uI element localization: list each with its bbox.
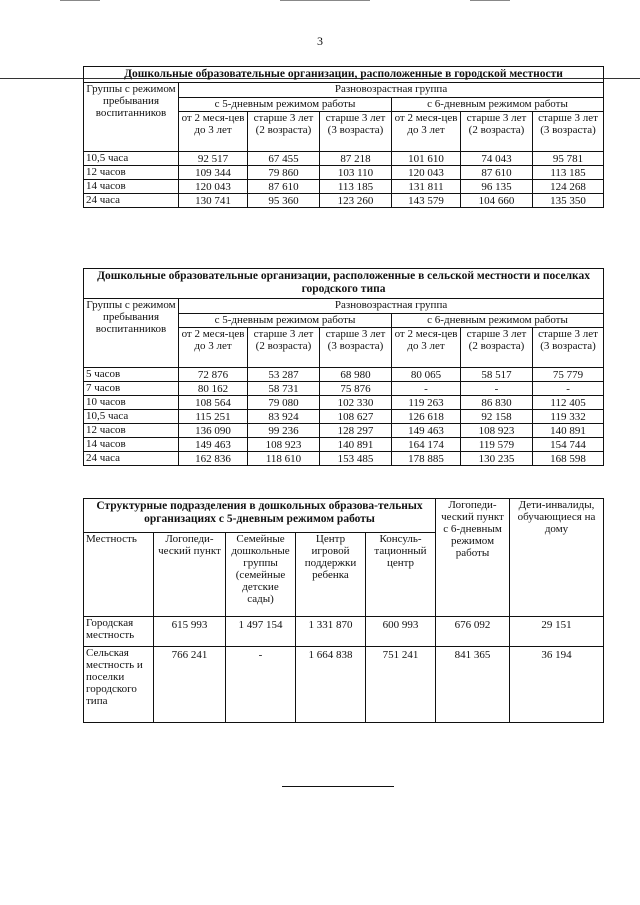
cell-value: 841 365 [436,647,510,723]
cell-value: 108 923 [248,438,320,452]
row-label: 12 часов [84,424,179,438]
column-header: Центр игровой поддержки ребенка [296,533,366,617]
column-header: Логопеди-ческий пункт [154,533,226,617]
mode-5-day-header: с 5-дневным режимом работы [179,314,392,328]
table-title: Дошкольные образовательные организации, расположенные в городской местности [84,67,604,83]
row-label: 10 часов [84,396,179,410]
structural-units-table [83,498,604,723]
cell-value: 153 485 [320,452,392,466]
column-header: старше 3 лет (3 возраста) [533,328,604,368]
cell-value: 168 598 [533,452,604,466]
table-row [84,452,604,466]
cell-value: 113 185 [320,180,392,194]
row-label: Городская местность [84,617,154,647]
cell-value: 115 251 [179,410,248,424]
cell-value: 87 610 [461,166,533,180]
table-row [84,424,604,438]
disabled-children-header: Дети-инвалиды, обучающиеся на дому [510,499,604,617]
cell-value: 178 885 [392,452,461,466]
cell-value: 162 836 [179,452,248,466]
cell-value: 140 891 [533,424,604,438]
cell-value: 87 610 [248,180,320,194]
mode-6-day-header: с 6-дневным режимом работы [392,314,604,328]
column-header: от 2 меся-цев до 3 лет [179,112,248,152]
cell-value: 92 517 [179,152,248,166]
column-header: старше 3 лет (2 возраста) [248,112,320,152]
cell-value: - [226,647,296,723]
cell-value: 120 043 [179,180,248,194]
cell-value: 126 618 [392,410,461,424]
column-header: от 2 меся-цев до 3 лет [392,112,461,152]
table-row [84,410,604,424]
top-edge-marks [0,0,640,4]
cell-value: 1 664 838 [296,647,366,723]
cell-value: 119 263 [392,396,461,410]
cell-value: 86 830 [461,396,533,410]
cell-value: 72 876 [179,368,248,382]
column-header: Местность [84,533,154,617]
cell-value: 140 891 [320,438,392,452]
cell-value: 108 564 [179,396,248,410]
cell-value: 53 287 [248,368,320,382]
cell-value: 108 627 [320,410,392,424]
column-header: от 2 меся-цев до 3 лет [392,328,461,368]
cell-value: 130 741 [179,194,248,208]
cell-value: 74 043 [461,152,533,166]
table-row [84,396,604,410]
cell-value: 67 455 [248,152,320,166]
age-group-header: Разновозрастная группа [179,299,604,314]
logopedic-6-day-header: Логопеди-ческий пункт с 6-дневным режимом работы [436,499,510,617]
cell-value: 87 218 [320,152,392,166]
page-number: 3 [317,34,323,48]
table-row [84,438,604,452]
cell-value: 75 876 [320,382,392,396]
cell-value: 118 610 [248,452,320,466]
cell-value: 119 579 [461,438,533,452]
table-row [84,382,604,396]
table-row [84,166,604,180]
row-label: 5 часов [84,368,179,382]
cell-value: 124 268 [533,180,604,194]
cell-value: - [461,382,533,396]
cell-value: 135 350 [533,194,604,208]
group-header: Группы с режимом пребывания воспитанников [84,299,179,368]
cell-value: 96 135 [461,180,533,194]
cell-value: 130 235 [461,452,533,466]
cell-value: 99 236 [248,424,320,438]
cell-value: 676 092 [436,617,510,647]
cell-value: 149 463 [392,424,461,438]
cell-value: 68 980 [320,368,392,382]
cell-value: - [392,382,461,396]
cell-value: 58 731 [248,382,320,396]
structural-units-title: Структурные подразделения в дошкольных образова-тельных организациях с 5-дневным режимом работы [84,499,436,533]
row-label: 24 часа [84,194,179,208]
cell-value: 1 331 870 [296,617,366,647]
rural-preschool-table [83,268,604,466]
cell-value: 112 405 [533,396,604,410]
cell-value: 92 158 [461,410,533,424]
age-group-header: Разновозрастная группа [179,83,604,98]
cell-value: 109 344 [179,166,248,180]
column-header: от 2 меся-цев до 3 лет [179,328,248,368]
cell-value: 95 360 [248,194,320,208]
cell-value: 154 744 [533,438,604,452]
cell-value: 131 811 [392,180,461,194]
footer-rule [282,786,394,787]
cell-value: 128 297 [320,424,392,438]
cell-value: 80 065 [392,368,461,382]
mode-5-day-header: с 5-дневным режимом работы [179,98,392,112]
cell-value: 615 993 [154,617,226,647]
cell-value: 751 241 [366,647,436,723]
row-label: 10,5 часа [84,152,179,166]
cell-value: 103 110 [320,166,392,180]
cell-value: 108 923 [461,424,533,438]
row-label: 14 часов [84,180,179,194]
urban-preschool-table [83,66,604,208]
row-label: Сельская местность и поселки городского типа [84,647,154,723]
cell-value: 79 080 [248,396,320,410]
row-label: 7 часов [84,382,179,396]
cell-value: 1 497 154 [226,617,296,647]
cell-value: 75 779 [533,368,604,382]
column-header: старше 3 лет (2 возраста) [248,328,320,368]
table-row [84,368,604,382]
cell-value: 95 781 [533,152,604,166]
table-title: Дошкольные образовательные организации, расположенные в сельской местности и поселках городского типа [84,269,604,299]
cell-value: 80 162 [179,382,248,396]
cell-value: 149 463 [179,438,248,452]
column-header: старше 3 лет (3 возраста) [320,328,392,368]
table-row [84,152,604,166]
cell-value: 766 241 [154,647,226,723]
column-header: старше 3 лет (2 возраста) [461,112,533,152]
cell-value: 119 332 [533,410,604,424]
row-label: 10,5 часа [84,410,179,424]
cell-value: 123 260 [320,194,392,208]
cell-value: 29 151 [510,617,604,647]
column-header: Консуль-тационный центр [366,533,436,617]
row-label: 14 часов [84,438,179,452]
table-row [84,647,604,723]
group-header: Группы с режимом пребывания воспитанников [84,83,179,152]
cell-value: 136 090 [179,424,248,438]
table-row [84,617,604,647]
row-label: 24 часа [84,452,179,466]
row-label: 12 часов [84,166,179,180]
cell-value: 102 330 [320,396,392,410]
cell-value: 120 043 [392,166,461,180]
cell-value: 113 185 [533,166,604,180]
column-header: старше 3 лет (3 возраста) [320,112,392,152]
column-header: Семейные дошкольные группы (семейные детские сады) [226,533,296,617]
cell-value: 83 924 [248,410,320,424]
cell-value: 101 610 [392,152,461,166]
cell-value: 79 860 [248,166,320,180]
table-row [84,194,604,208]
cell-value: 143 579 [392,194,461,208]
cell-value: 36 194 [510,647,604,723]
column-header: старше 3 лет (2 возраста) [461,328,533,368]
cell-value: 58 517 [461,368,533,382]
mode-6-day-header: с 6-дневным режимом работы [392,98,604,112]
cell-value: 600 993 [366,617,436,647]
cell-value: 164 174 [392,438,461,452]
cell-value: - [533,382,604,396]
table-row [84,180,604,194]
cell-value: 104 660 [461,194,533,208]
column-header: старше 3 лет (3 возраста) [533,112,604,152]
